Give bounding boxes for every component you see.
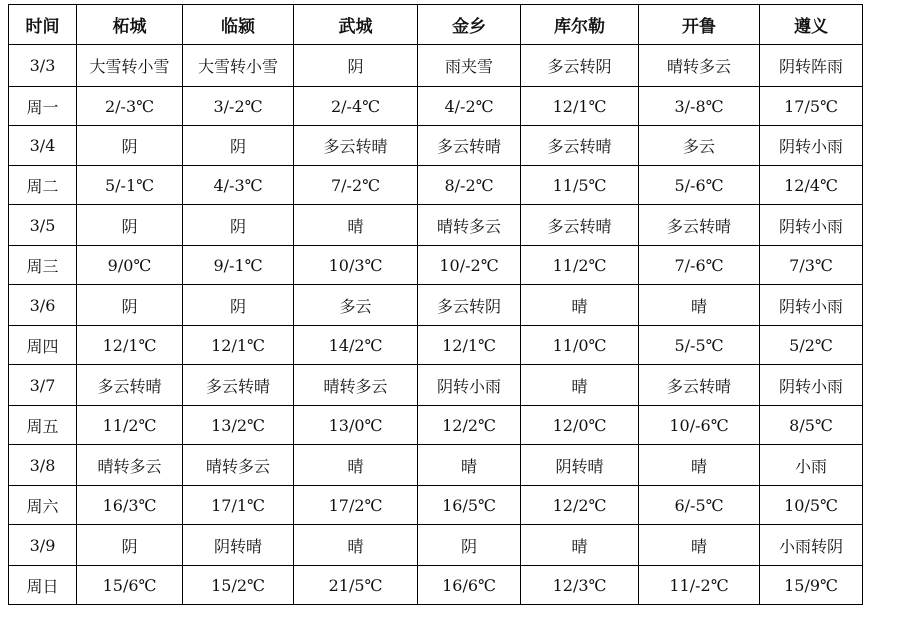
temperature-cell: 7/-6℃: [639, 246, 760, 285]
temperature-cell: 12/2℃: [521, 486, 639, 525]
weather-cell: 晴: [521, 365, 639, 406]
weather-cell: 阴转小雨: [760, 205, 863, 246]
temperature-cell: 7/-2℃: [294, 166, 418, 205]
weather-cell: 阴: [77, 126, 183, 166]
weekday-cell: 周日: [9, 566, 77, 605]
weather-cell: 晴: [294, 525, 418, 566]
weather-cell: 阴转小雨: [418, 365, 521, 406]
weather-cell: 阴转小雨: [760, 365, 863, 406]
header-city: 武城: [294, 5, 418, 45]
temperature-cell: 4/-3℃: [183, 166, 294, 205]
temperature-cell: 10/3℃: [294, 246, 418, 285]
date-cell: 3/9: [9, 525, 77, 566]
temperature-cell: 16/5℃: [418, 486, 521, 525]
weather-cell: 阴: [77, 205, 183, 246]
weather-cell: 晴: [418, 445, 521, 486]
temperature-cell: 3/-8℃: [639, 87, 760, 126]
temperature-cell: 11/-2℃: [639, 566, 760, 605]
weather-cell: 多云转晴: [294, 126, 418, 166]
temperature-row: [9, 246, 863, 285]
weather-cell: 晴转多云: [77, 445, 183, 486]
weather-cell: 多云转阴: [418, 285, 521, 326]
temperature-cell: 12/0℃: [521, 406, 639, 445]
forecast-table: [8, 4, 863, 605]
temperature-cell: 17/5℃: [760, 87, 863, 126]
temperature-cell: 9/-1℃: [183, 246, 294, 285]
temperature-cell: 17/2℃: [294, 486, 418, 525]
weather-cell: 晴: [294, 205, 418, 246]
header-city: 库尔勒: [521, 5, 639, 45]
temperature-cell: 15/6℃: [77, 566, 183, 605]
temperature-cell: 10/5℃: [760, 486, 863, 525]
weather-cell: 晴: [639, 445, 760, 486]
weather-cell: 多云转晴: [418, 126, 521, 166]
temperature-cell: 2/-4℃: [294, 87, 418, 126]
temperature-cell: 10/-2℃: [418, 246, 521, 285]
temperature-cell: 5/-1℃: [77, 166, 183, 205]
temperature-cell: 15/9℃: [760, 566, 863, 605]
forecast-table-container: [8, 4, 863, 605]
weather-cell: 晴转多云: [639, 45, 760, 87]
header-city: 开鲁: [639, 5, 760, 45]
weather-cell: 大雪转小雪: [77, 45, 183, 87]
temperature-cell: 15/2℃: [183, 566, 294, 605]
weather-row: [9, 285, 863, 326]
weather-cell: 阴: [294, 45, 418, 87]
temperature-cell: 11/5℃: [521, 166, 639, 205]
temperature-cell: 12/1℃: [77, 326, 183, 365]
temperature-cell: 13/2℃: [183, 406, 294, 445]
weekday-cell: 周一: [9, 87, 77, 126]
weather-cell: 多云转阴: [521, 45, 639, 87]
weather-cell: 小雨: [760, 445, 863, 486]
temperature-cell: 5/-6℃: [639, 166, 760, 205]
weather-cell: 晴: [639, 285, 760, 326]
weather-cell: 阴: [77, 525, 183, 566]
temperature-cell: 21/5℃: [294, 566, 418, 605]
temperature-row: [9, 87, 863, 126]
temperature-row: [9, 406, 863, 445]
weather-cell: 多云: [294, 285, 418, 326]
weather-cell: 晴: [294, 445, 418, 486]
date-cell: 3/5: [9, 205, 77, 246]
weather-row: [9, 525, 863, 566]
weather-cell: 阴转晴: [183, 525, 294, 566]
temperature-row: [9, 166, 863, 205]
temperature-cell: 12/1℃: [183, 326, 294, 365]
forecast-body: [9, 45, 863, 605]
temperature-cell: 4/-2℃: [418, 87, 521, 126]
header-time: 时间: [9, 5, 77, 45]
weekday-cell: 周四: [9, 326, 77, 365]
temperature-cell: 8/5℃: [760, 406, 863, 445]
temperature-cell: 12/3℃: [521, 566, 639, 605]
weekday-cell: 周六: [9, 486, 77, 525]
weather-row: [9, 445, 863, 486]
header-city: 遵义: [760, 5, 863, 45]
temperature-cell: 12/4℃: [760, 166, 863, 205]
weather-cell: 晴转多云: [183, 445, 294, 486]
date-cell: 3/4: [9, 126, 77, 166]
weather-cell: 阴转小雨: [760, 285, 863, 326]
weather-cell: 晴转多云: [418, 205, 521, 246]
weather-cell: 小雨转阴: [760, 525, 863, 566]
weather-cell: 阴: [77, 285, 183, 326]
temperature-cell: 8/-2℃: [418, 166, 521, 205]
temperature-cell: 7/3℃: [760, 246, 863, 285]
weather-cell: 晴: [521, 525, 639, 566]
temperature-cell: 11/2℃: [521, 246, 639, 285]
weather-cell: 晴转多云: [294, 365, 418, 406]
date-cell: 3/7: [9, 365, 77, 406]
weather-cell: 阴转阵雨: [760, 45, 863, 87]
weather-cell: 阴: [183, 205, 294, 246]
weekday-cell: 周五: [9, 406, 77, 445]
date-cell: 3/8: [9, 445, 77, 486]
date-cell: 3/6: [9, 285, 77, 326]
weather-cell: 多云: [639, 126, 760, 166]
temperature-cell: 13/0℃: [294, 406, 418, 445]
temperature-cell: 10/-6℃: [639, 406, 760, 445]
weather-cell: 多云转晴: [639, 365, 760, 406]
weather-row: [9, 126, 863, 166]
weather-cell: 阴转小雨: [760, 126, 863, 166]
weather-cell: 多云转晴: [77, 365, 183, 406]
weather-row: [9, 365, 863, 406]
temperature-cell: 11/0℃: [521, 326, 639, 365]
weather-cell: 多云转晴: [521, 205, 639, 246]
temperature-row: [9, 486, 863, 525]
weather-cell: 阴: [183, 126, 294, 166]
temperature-cell: 16/3℃: [77, 486, 183, 525]
weather-cell: 晴: [639, 525, 760, 566]
header-city: 临颍: [183, 5, 294, 45]
temperature-cell: 12/1℃: [418, 326, 521, 365]
temperature-cell: 9/0℃: [77, 246, 183, 285]
weather-cell: 多云转晴: [521, 126, 639, 166]
temperature-cell: 16/6℃: [418, 566, 521, 605]
weather-cell: 大雪转小雪: [183, 45, 294, 87]
weather-cell: 多云转晴: [639, 205, 760, 246]
temperature-cell: 14/2℃: [294, 326, 418, 365]
temperature-cell: 12/2℃: [418, 406, 521, 445]
weather-cell: 阴转晴: [521, 445, 639, 486]
weather-cell: 多云转晴: [183, 365, 294, 406]
header-city: 柘城: [77, 5, 183, 45]
temperature-cell: 5/2℃: [760, 326, 863, 365]
weather-cell: 雨夹雪: [418, 45, 521, 87]
weather-cell: 阴: [183, 285, 294, 326]
weekday-cell: 周二: [9, 166, 77, 205]
weather-row: [9, 205, 863, 246]
weather-cell: 阴: [418, 525, 521, 566]
temperature-cell: 3/-2℃: [183, 87, 294, 126]
weekday-cell: 周三: [9, 246, 77, 285]
date-cell: 3/3: [9, 45, 77, 87]
weather-row: [9, 45, 863, 87]
temperature-cell: 17/1℃: [183, 486, 294, 525]
temperature-cell: 5/-5℃: [639, 326, 760, 365]
temperature-cell: 2/-3℃: [77, 87, 183, 126]
temperature-row: [9, 566, 863, 605]
temperature-cell: 6/-5℃: [639, 486, 760, 525]
temperature-cell: 12/1℃: [521, 87, 639, 126]
header-city: 金乡: [418, 5, 521, 45]
weather-cell: 晴: [521, 285, 639, 326]
temperature-row: [9, 326, 863, 365]
temperature-cell: 11/2℃: [77, 406, 183, 445]
header-row: [9, 5, 863, 45]
